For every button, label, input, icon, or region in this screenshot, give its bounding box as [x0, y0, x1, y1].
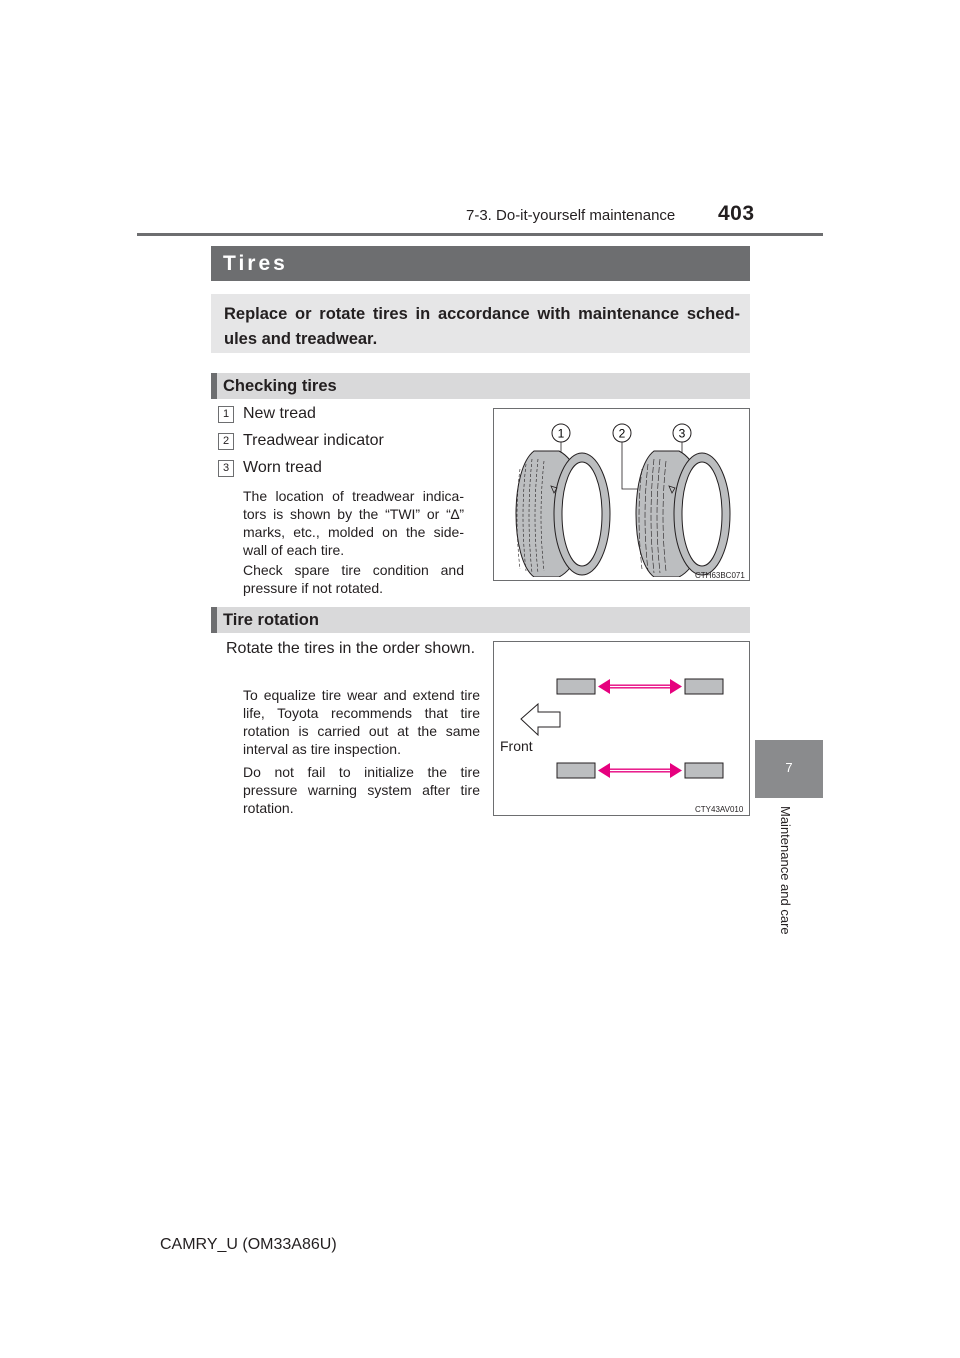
rear-swap-arrow [598, 763, 682, 778]
item-number: 2 [218, 433, 234, 450]
tire-rotation-diagram [494, 642, 749, 815]
item-number: 3 [218, 460, 234, 477]
rotation-body: Rotate the tires in the order shown. [226, 640, 476, 657]
footer-model-code: CAMRY_U (OM33A86U) [160, 1236, 337, 1253]
callout-2 [613, 424, 631, 442]
tire-tread-figure [493, 408, 750, 581]
figure-code: CTH63BC071 [695, 571, 745, 580]
section-title: Tires [223, 252, 288, 275]
intro-text: Replace or rotate tires in accordance with maintenance sched-ules and treadwear. [224, 305, 740, 348]
front-right-tire [685, 679, 723, 694]
front-left-tire [557, 679, 595, 694]
chapter-tab-number: 7 [785, 760, 793, 775]
running-header-section: 7-3. Do-it-yourself maintenance [466, 207, 676, 224]
rear-left-tire [557, 763, 595, 778]
checking-tires-heading: Checking tires [223, 377, 337, 395]
svg-text:3: 3 [678, 426, 686, 441]
chapter-tab-label-wrap [778, 806, 800, 956]
item-number: 1 [218, 406, 234, 423]
front-label: Front [500, 738, 533, 754]
item-label-worn-tread: Worn tread [243, 459, 322, 476]
svg-text:2: 2 [618, 426, 626, 441]
svg-text:1: 1 [557, 426, 565, 441]
item-label-treadwear-indicator: Treadwear indicator [243, 432, 384, 449]
item-label-new-tread: New tread [243, 405, 316, 422]
spare-tire-note: Check spare tire condition and pressure if not rotated. [243, 562, 464, 596]
section-title-bar [211, 246, 750, 281]
rotation-note-tpws: Do not fail to initialize the tire pressure warning system after tire rotation. [243, 764, 480, 816]
worn-tread-tire [636, 451, 730, 577]
front-swap-arrow [598, 679, 682, 694]
figure-code: CTY43AV010 [695, 805, 744, 814]
page-number: 403 [718, 202, 755, 225]
callout-1 [552, 424, 570, 442]
front-arrow-icon [521, 704, 560, 735]
header-rule [137, 233, 823, 236]
tire-rotation-heading: Tire rotation [223, 611, 319, 629]
rotation-note-interval: To equalize tire wear and extend tire life, Toyota recommends that tire rotation is carried out at the same interval as tire inspection. [243, 687, 480, 757]
treadwear-note: The location of treadwear indica-tors is shown by the “TWI” or “∆” marks, etc., molded on the side-wall of each tire. [243, 488, 464, 558]
new-tread-tire [516, 451, 610, 577]
chapter-tab-label: Maintenance and care [778, 806, 793, 935]
tire-rotation-figure [493, 641, 750, 816]
rear-right-tire [685, 763, 723, 778]
callout-3 [673, 424, 691, 442]
tire-tread-illustration [494, 409, 749, 580]
